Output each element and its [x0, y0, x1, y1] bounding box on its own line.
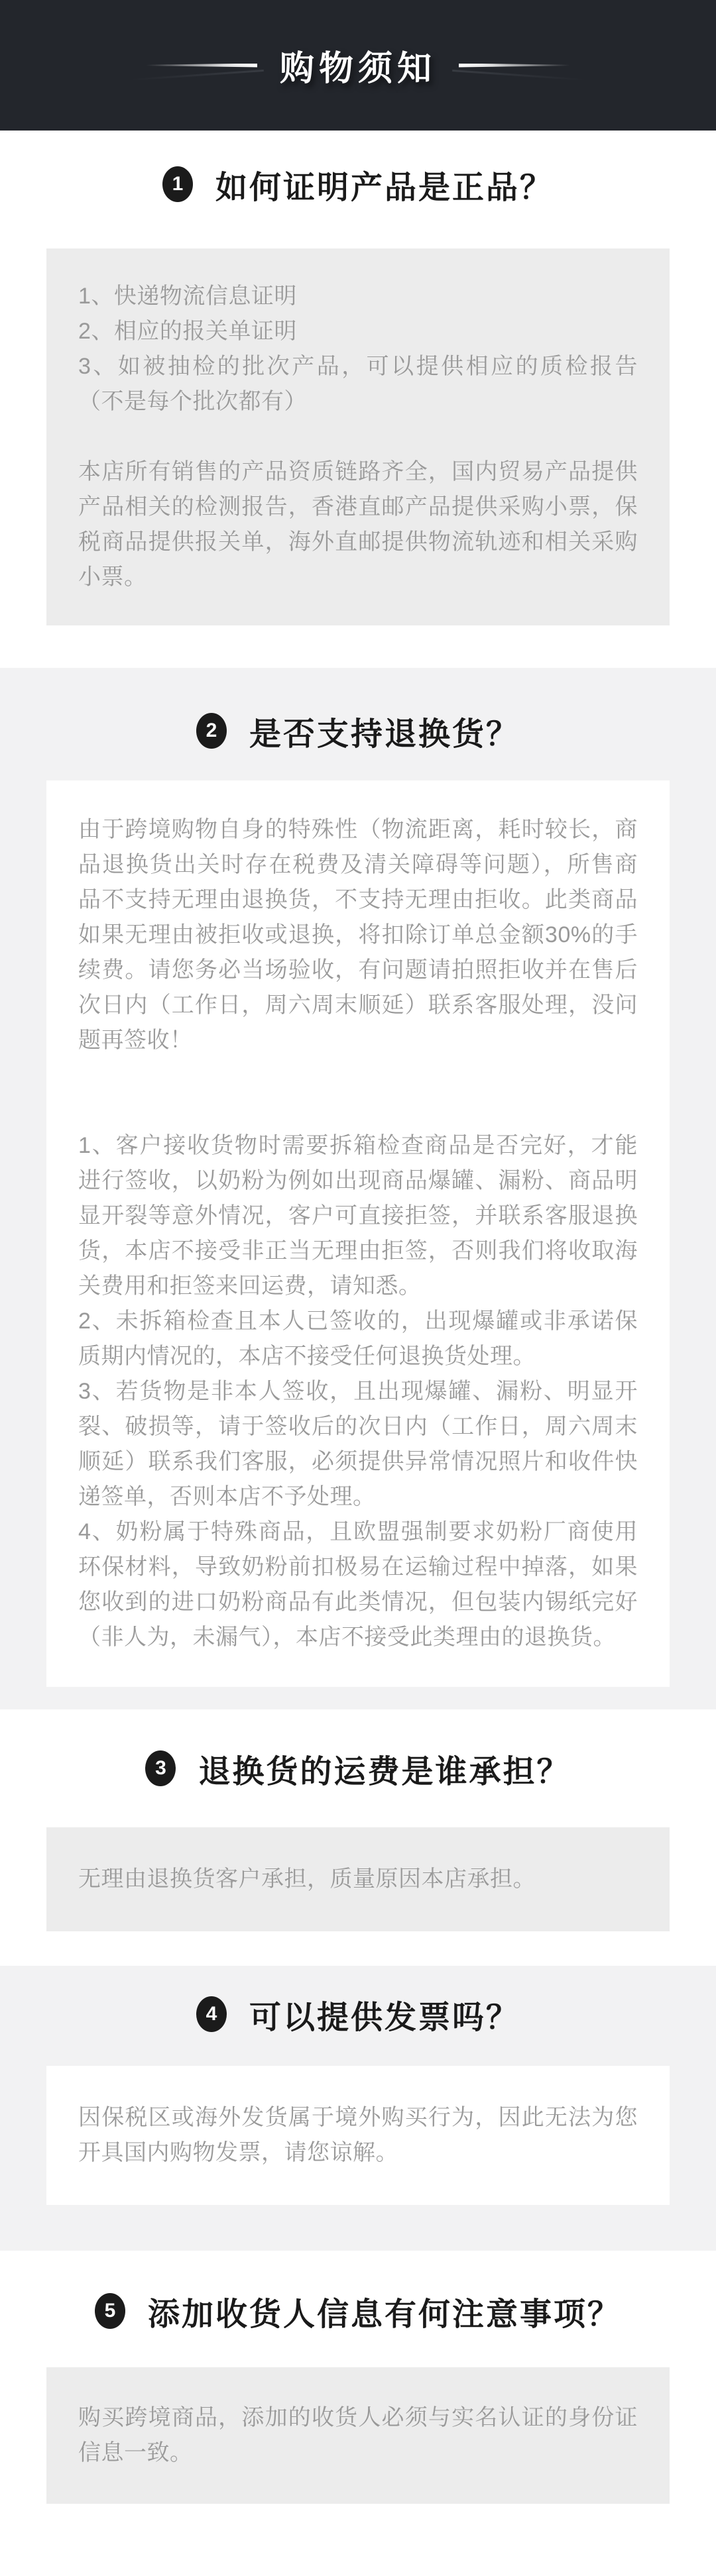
banner-line-left-stroke	[146, 64, 257, 68]
section-heading-row	[0, 162, 716, 206]
content-box	[46, 248, 670, 625]
paragraph: 3、如被抽检的批次产品，可以提供相应的质检报告（不是每个批次都有）	[78, 354, 638, 414]
paragraph: 无理由退换货客户承担，质量原因本店承担。	[78, 1866, 536, 1892]
banner-line-left-icon	[146, 64, 257, 68]
section-heading: 退换货的运费是谁承担？	[198, 1754, 571, 1790]
section-heading: 如何证明产品是正品？	[215, 170, 554, 205]
paragraph: 由于跨境购物自身的特殊性（物流距离，耗时较长，商品退换货出关时存在税费及清关障碍等问题），所售商品不支持无理由退换货，不支持无理由拒收。此类商品如果无理由被拒收或退换，将扣除订单总金额30%的手续费。请您务必当场验收，有问题请拍照拒收并在售后次日内（工作日，周六周末顺延）联系客服处理，没问题再签收！	[78, 817, 638, 1053]
section-heading-row	[0, 2289, 716, 2333]
section-number-badge: 3	[145, 1750, 176, 1786]
paragraph: 2、未拆箱检查且本人已签收的，出现爆罐或非承诺保质期内情况的，本店不接受任何退换货处理。	[78, 1309, 638, 1369]
section-number-badge: 5	[95, 2293, 125, 2329]
content-box	[46, 1827, 670, 1931]
page-banner	[0, 0, 716, 131]
paragraph: 购买跨境商品，添加的收货人必须与实名认证的身份证信息一致。	[78, 2405, 638, 2465]
section-invoice	[0, 1966, 716, 2251]
section-heading: 是否支持退换货？	[249, 716, 520, 752]
rules-list	[78, 1128, 638, 1655]
content-card	[46, 780, 670, 1687]
paragraph: 本店所有销售的产品资质链路齐全，国内贸易产品提供产品相关的检测报告，香港直邮产品提供采购小票，保税商品提供报关单，海外直邮提供物流轨迹和相关采购小票。	[78, 459, 638, 590]
section-heading-row	[0, 709, 716, 753]
section-number-badge: 1	[162, 166, 193, 202]
page-title: 购物须知	[279, 50, 436, 88]
paragraph: 因保税区或海外发货属于境外购买行为，因此无法为您开具国内购物发票，请您谅解。	[78, 2105, 638, 2165]
section-number-badge: 2	[196, 713, 227, 749]
section-authenticity	[0, 131, 716, 668]
banner-line-right-echo	[452, 69, 585, 80]
section-number-badge: 4	[196, 1996, 227, 2032]
section-heading-row	[0, 1746, 716, 1790]
section-heading: 可以提供发票吗？	[249, 2000, 520, 2035]
section-return-shipping-fee	[0, 1709, 716, 1966]
section-returns	[0, 668, 716, 1709]
content-card	[46, 2066, 670, 2205]
paragraph: 3、若货物是非本人签收，且出现爆罐、漏粉、明显开裂、破损等，请于签收后的次日内（工作日，周六周末顺延）联系我们客服，必须提供异常情况照片和收件快递签单，否则本店不予处理。	[78, 1379, 638, 1509]
banner-line-right-icon	[459, 64, 570, 68]
section-heading: 添加收货人信息有何注意事项？	[147, 2296, 621, 2332]
content-box	[46, 2367, 670, 2504]
paragraph: 4、奶粉属于特殊商品，且欧盟强制要求奶粉厂商使用环保材料，导致奶粉前扣极易在运输过程中掉落，如果您收到的进口奶粉商品有此类情况，但包装内锡纸完好（非人为，未漏气），本店不接受此类理由的退换货。	[78, 1519, 638, 1650]
banner-line-right-stroke	[459, 64, 570, 68]
paragraph: 2、相应的报关单证明	[78, 319, 297, 344]
paragraph: 1、快递物流信息证明	[78, 284, 297, 309]
paragraph: 1、客户接收货物时需要拆箱检查商品是否完好，才能进行签收，以奶粉为例如出现商品爆罐、漏粉、商品明显开裂等意外情况，客户可直接拒签，并联系客服退换货，本店不接受非正当无理由拒签，否则我们将收取海关费用和拒签来回运费，请知悉。	[78, 1133, 638, 1299]
section-recipient-info	[0, 2251, 716, 2541]
section-heading-row	[0, 1992, 716, 2036]
proof-list	[78, 279, 638, 419]
banner-line-left-echo	[131, 69, 264, 80]
